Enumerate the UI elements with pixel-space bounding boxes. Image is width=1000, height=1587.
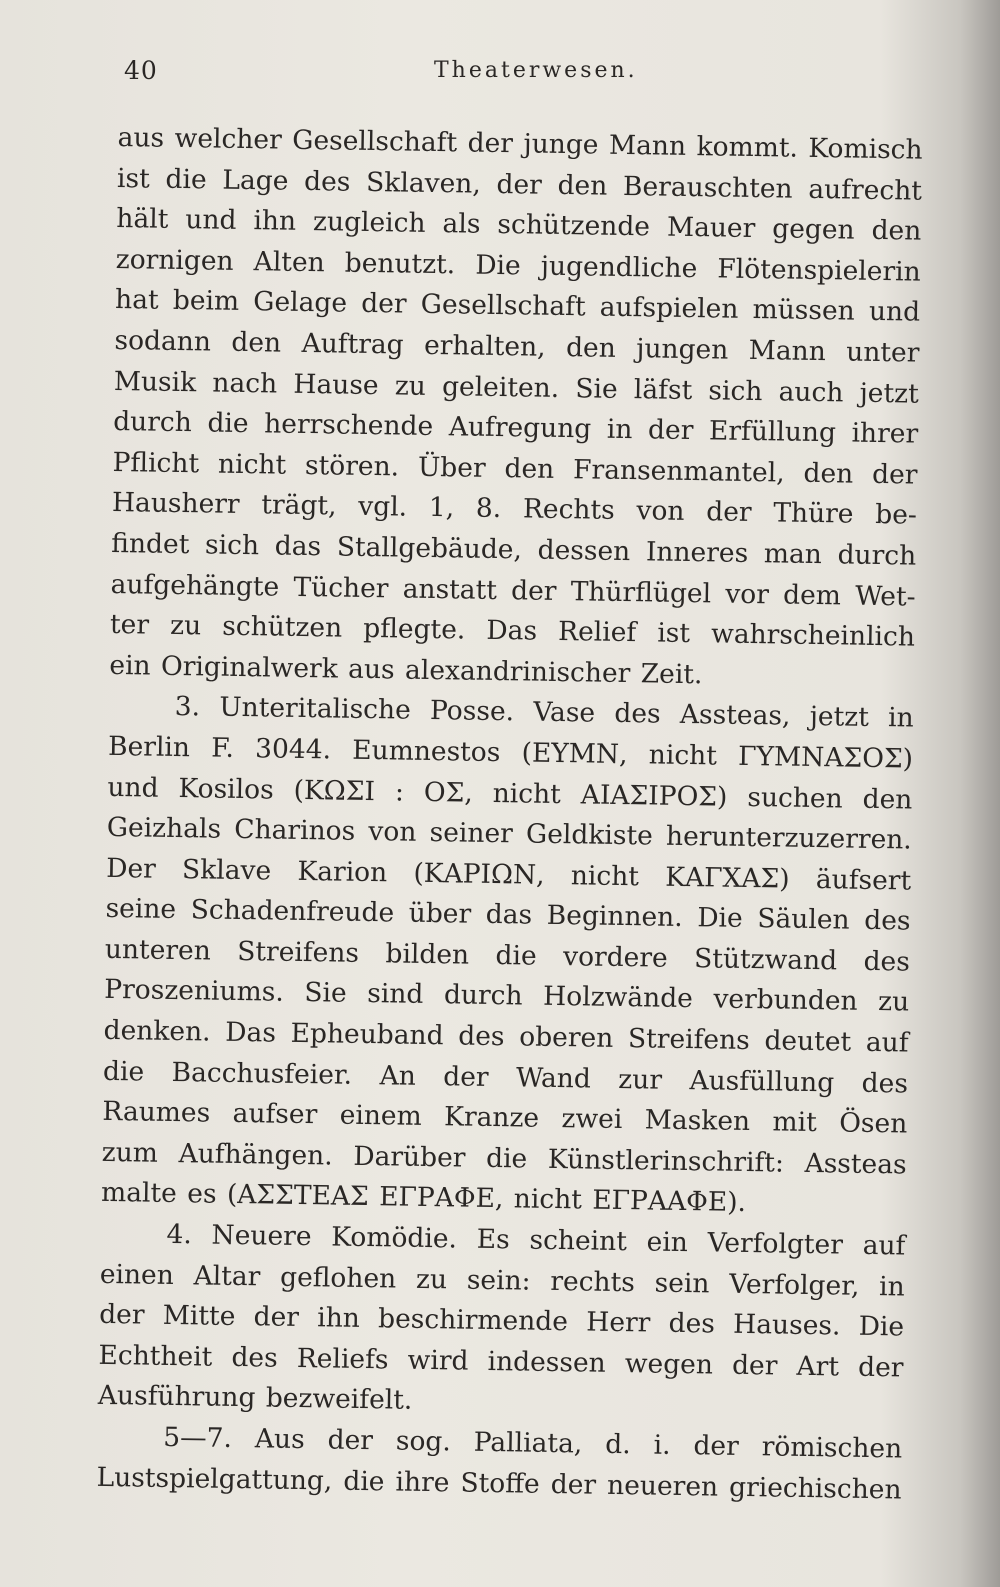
text-line: Echtheit des Reliefs wird indessen wegen der Art der [98,1339,904,1384]
text-line: Lustspielgattung, die ihre Stoffe der neueren griechischen [96,1461,902,1506]
section-5-7-heading-line: 5—7. Aus der sog. Palliata, d. i. der römischen [163,1421,903,1465]
text-line: Proszeniums. Sie sind durch Holzwände verbunden zu [104,974,910,1019]
text-line: Berlin F. 3044. Eumnestos (ΕΥΜΝ, nicht ΓΥΜΝΑΣΟΣ) [107,730,914,775]
text-line: Raumes aufser einem Kranze zwei Masken mit Ösen [102,1096,908,1140]
text-line: ter zu schützen pflegte. Das Relief ist wahrscheinlich [109,609,916,653]
text-line: ein Originalwerk aus alexandrinischer Zeit. [109,649,703,690]
text-line: Der Sklave Karion (ΚΑΡΙΩΝ, nicht ΚΑΓΧΑΣ) äufsert [105,852,912,897]
text-line: Geizhals Charinos von seiner Geldkiste herunterzuzerren. [106,812,912,856]
body-text [96,118,923,1511]
text-line: die Bacchusfeier. An der Wand zur Ausfüllung des [102,1055,909,1100]
text-line: Ausführung bezweifelt. [97,1380,413,1417]
text-line: malte es (ΑΣΣΤΕΑΣ ΕΓΡΑΦΕ, nicht ΕΓΡΑΑΦΕ). [100,1177,747,1219]
section-3-heading-line: 3. Unteritalische Posse. Vase des Assteas, jetzt in [174,691,914,734]
text-line: sodann den Auftrag erhalten, den jungen Mann unter [114,324,920,369]
text-line: aus welcher Gesellschaft der junge Mann kommt. Komisch [117,121,923,166]
text-line: hält und ihn zugleich als schützende Mauer gegen den [116,203,922,247]
text-line: durch die herrschende Aufregung in der Erfüllung ihrer [112,406,919,450]
running-head: Theaterwesen. [434,58,638,83]
page-number: 40 [124,56,158,85]
text-line: Musik nach Hause zu geleiten. Sie läfst sich auch jetzt [113,365,920,410]
text-line: einen Altar geflohen zu sein: rechts sein Verfolger, in [99,1258,905,1303]
text-line: findet sich das Stallgebäude, dessen Inneres man durch [111,527,917,572]
text-line: hat beim Gelage der Gesellschaft aufspielen müssen und [114,284,921,328]
text-line: unteren Streifens bilden die vordere Stützwand des [104,933,911,978]
text-line: zornigen Alten benutzt. Die jugendliche Flötenspielerin [115,243,921,288]
text-line: seine Schadenfreude über das Beginnen. Die Säulen des [105,893,911,937]
text-line: und Kosilos (ΚΩΣΙ : ΟΣ, nicht ΑΙΑΣΙΡΟΣ) suchen den [107,771,913,816]
text-line: Hausherr trägt, vgl. 1, 8. Rechts von der Thüre be- [111,487,918,531]
section-4-heading-line: 4. Neuere Komödie. Es scheint ein Verfolgter auf [166,1218,906,1262]
text-line: denken. Das Epheuband des oberen Streifens deutet auf [103,1014,909,1059]
text-line: zum Aufhängen. Darüber die Künstlerinschrift: Assteas [101,1136,907,1181]
page-header [124,56,924,96]
text-line: Pflicht nicht stören. Über den Fransenmantel, den der [112,446,918,491]
text-line: aufgehängte Tücher anstatt der Thürflügel vor dem Wet- [110,568,916,613]
text-line: der Mitte der ihn beschirmende Herr des Hauses. Die [98,1299,905,1343]
text-line: ist die Lage des Sklaven, der den Berauschten aufrecht [116,162,923,207]
